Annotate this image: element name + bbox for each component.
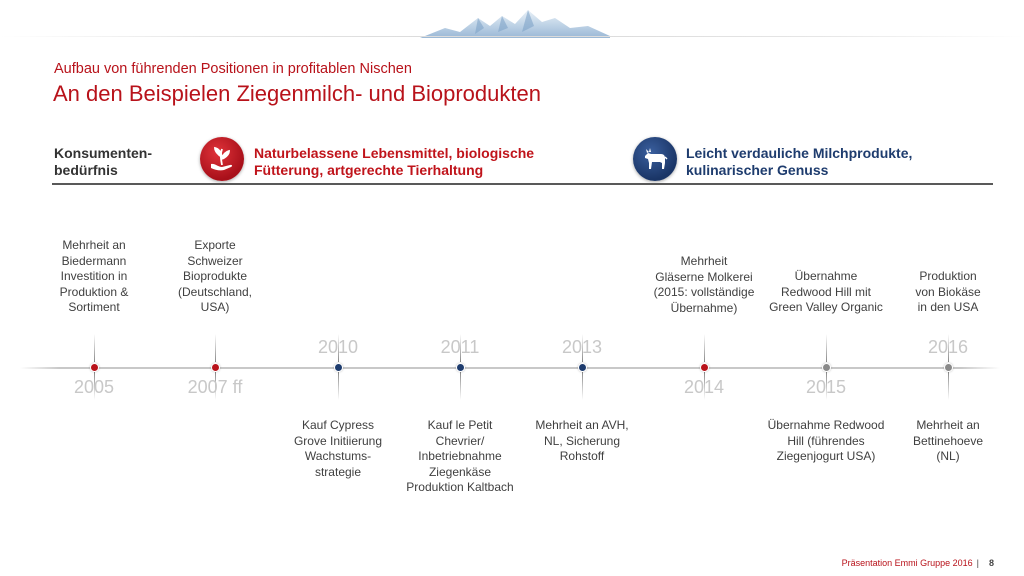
timeline-year: 2007 ff (187, 377, 243, 397)
timeline-description (535, 418, 628, 465)
timeline-desc-line: Übernahme (794, 269, 858, 283)
consumer-need-label-line1: Konsumenten- (54, 145, 152, 161)
timeline-desc-line: Wachstums- (304, 449, 372, 463)
timeline-desc-line: Produktion Kaltbach (406, 480, 514, 494)
timeline-tick-up (215, 334, 216, 362)
timeline-desc-line: Bioprodukte (182, 269, 248, 283)
timeline-desc-line: Ziegenjogurt USA) (776, 449, 876, 463)
timeline-desc-line: Redwood Hill mit (780, 284, 872, 299)
timeline-desc-line: in den USA (917, 300, 979, 314)
timeline-desc-line: Produktion (919, 269, 977, 283)
timeline-desc-line: Grove Initiierung (293, 433, 383, 448)
need-natural-food-line1: Naturbelassene Lebensmittel, biologische (254, 145, 535, 161)
timeline-marker (335, 364, 342, 371)
timeline-desc-line: (NL) (936, 449, 960, 463)
timeline-desc-line: Exporte (194, 238, 236, 252)
timeline-description-secondary (913, 418, 983, 465)
timeline-marker (579, 364, 586, 371)
timeline-tick-up (826, 334, 827, 362)
footer-text: Präsentation Emmi Gruppe 2016 (841, 558, 973, 568)
footer (842, 558, 994, 568)
timeline-desc-line: Sortiment (68, 300, 120, 314)
timeline-tick-down (582, 372, 583, 400)
timeline-year: 2014 (683, 377, 725, 397)
timeline-marker (457, 364, 464, 371)
timeline-desc-line: Kauf Cypress (301, 418, 375, 432)
timeline-desc-line: (Deutschland, (177, 284, 253, 299)
header-rule (0, 36, 1024, 37)
page-title: An den Beispielen Ziegenmilch- und Bioprodukten (53, 81, 541, 106)
need-digestible-dairy (686, 145, 912, 179)
timeline-desc-line: Biedermann (61, 253, 127, 268)
consumer-need-label (54, 145, 152, 179)
timeline-desc-line: Mehrheit an AVH, (535, 418, 629, 432)
footer-separator: | (976, 558, 979, 568)
plant-in-hand-icon (200, 137, 244, 181)
timeline-year: 2016 (927, 337, 969, 357)
page-number: 8 (988, 558, 994, 568)
timeline-year: 2005 (73, 377, 115, 397)
timeline-tick-down (338, 372, 339, 400)
timeline-description (178, 238, 252, 316)
timeline-desc-line: Kauf le Petit (427, 418, 493, 432)
timeline-desc-line: Ziegenkäse (428, 464, 492, 479)
need-natural-food-line2: Fütterung, artgerechte Tierhaltung (254, 162, 484, 178)
timeline-desc-line: Hill (führendes (787, 433, 865, 448)
timeline-marker (91, 364, 98, 371)
timeline-desc-line: Green Valley Organic (769, 300, 883, 314)
goat-icon (633, 137, 677, 181)
timeline-tick-down (460, 372, 461, 400)
timeline-description (654, 254, 755, 316)
timeline-description (769, 269, 883, 316)
timeline-desc-line: Bettinehoeve (912, 433, 984, 448)
timeline-desc-line: Inbetriebnahme (418, 449, 502, 463)
timeline-desc-line: Rohstoff (559, 449, 605, 463)
timeline-marker (945, 364, 952, 371)
timeline-description (406, 418, 513, 496)
timeline-year: 2015 (805, 377, 847, 397)
timeline-description (294, 418, 382, 480)
header-divider (52, 183, 993, 185)
timeline-axis (20, 367, 1000, 369)
timeline-desc-line: Mehrheit (680, 254, 728, 268)
timeline-desc-line: Gläserne Molkerei (655, 269, 753, 284)
timeline-year: 2013 (561, 337, 603, 357)
timeline-desc-line: Chevrier/ (435, 433, 485, 448)
consumer-need-label-line2: bedürfnis (54, 162, 118, 178)
timeline-desc-line: Investition in (60, 269, 128, 283)
need-digestible-dairy-line2: kulinarischer Genuss (686, 162, 829, 178)
timeline-description-secondary (768, 418, 885, 465)
timeline-tick-up (704, 334, 705, 362)
timeline-desc-line: Übernahme) (670, 300, 738, 315)
timeline-year: 2010 (317, 337, 359, 357)
timeline-desc-line: (2015: vollständige (653, 285, 755, 299)
timeline-marker (823, 364, 830, 371)
page-subtitle: Aufbau von führenden Positionen in profitablen Nischen (54, 61, 412, 77)
timeline-tick-up (94, 334, 95, 362)
need-natural-food (254, 145, 534, 179)
timeline-marker (701, 364, 708, 371)
need-digestible-dairy-line1: Leicht verdauliche Milchprodukte, (686, 145, 913, 161)
timeline-year: 2011 (440, 337, 480, 357)
timeline-desc-line: Mehrheit an (62, 238, 126, 252)
timeline-desc-line: Mehrheit an (916, 418, 980, 432)
timeline-desc-line: USA) (200, 300, 230, 314)
timeline-description (915, 269, 980, 316)
timeline-description (60, 238, 129, 316)
timeline-marker (212, 364, 219, 371)
timeline-tick-down (948, 372, 949, 400)
timeline-desc-line: strategie (314, 464, 362, 479)
timeline-desc-line: Übernahme Redwood (767, 418, 885, 432)
timeline-desc-line: Schweizer (187, 253, 243, 268)
timeline-desc-line: von Biokäse (915, 284, 981, 299)
timeline-desc-line: NL, Sicherung (543, 433, 621, 448)
timeline-desc-line: Produktion & (59, 284, 129, 299)
